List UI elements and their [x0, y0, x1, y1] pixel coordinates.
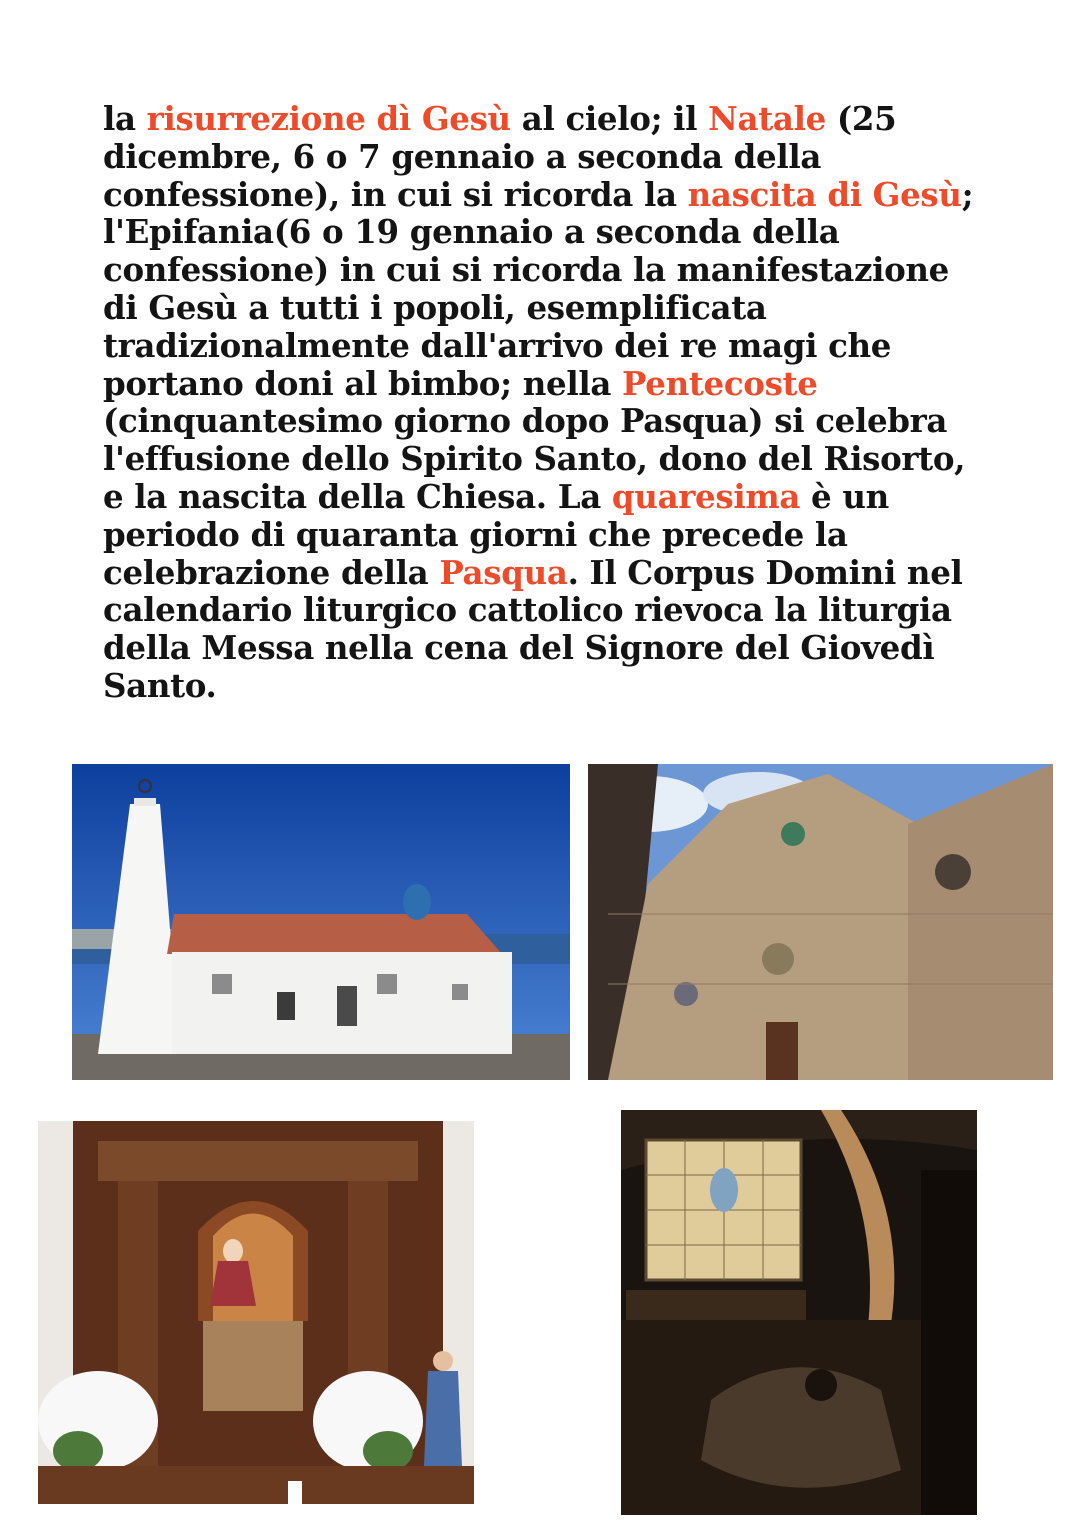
text-segment: la — [103, 99, 147, 138]
text-segment: . Il Corpus Domini nel calendario liturgico cattolico rievoca la liturgia della Messa nella cena del Signore del Giovedì Santo. — [103, 552, 963, 705]
text-segment: ; l'Epifania(6 o 19 gennaio a seconda della confessione) in cui si ricorda la manifestazione di Gesù a tutti i popoli, esemplificata tradizionalmente dall'arrivo dei re magi che portano doni al bimbo; nella — [103, 174, 974, 403]
text-segment: al cielo; il — [510, 99, 709, 138]
photo-church-interior — [621, 1110, 977, 1515]
photo-white-church — [72, 764, 570, 1080]
highlighted-term: Pasqua — [439, 552, 568, 592]
highlighted-term: Natale — [708, 99, 826, 138]
text-segment: (25 dicembre, 6 o 7 gennaio a seconda della confessione), in cui si ricorda la — [103, 99, 897, 214]
photo-altar-madonna — [38, 1121, 474, 1504]
highlighted-term: nascita di Gesù — [687, 174, 962, 214]
highlighted-term: risurrezione dì Gesù — [146, 99, 511, 138]
highlighted-term: Pentecoste — [622, 363, 818, 403]
text-segment: (cinquantesimo giorno dopo Pasqua) si celebra l'effusione dello Spirito Santo, dono del Risorto, e la nascita della Chiesa. La — [103, 401, 966, 516]
highlighted-term: quaresima — [611, 476, 801, 516]
photo-stone-cathedral — [588, 764, 1053, 1080]
text-segment: è un periodo di quaranta giorni che precede la celebrazione della — [103, 476, 889, 592]
body-paragraph — [103, 100, 983, 705]
